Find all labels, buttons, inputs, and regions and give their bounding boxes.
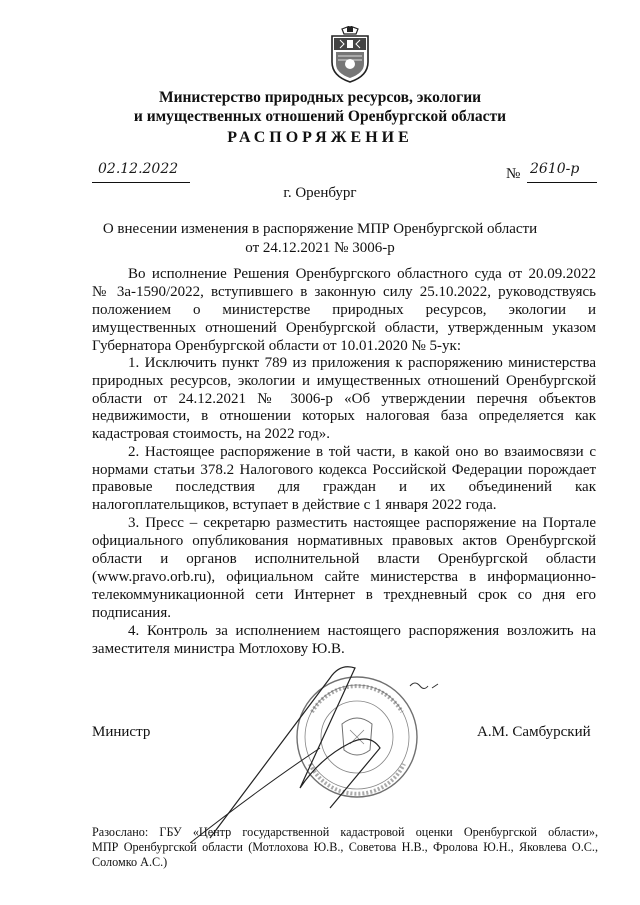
body-line: (www.pravo.orb.ru), официальном сайте министерства в информационно- (92, 569, 596, 585)
body-line: налогоплательщиков, вступает в действие с 1 января 2022 года. (92, 497, 497, 513)
body-line: Во исполнение Решения Оренбургского областного суда от 20.09.2022 (128, 266, 596, 282)
body-line: заместителя министра Мотлохову Ю.В. (92, 641, 345, 657)
number-label: № (506, 166, 521, 182)
body-line: № 3а-1590/2022, вступившего в законную силу 25.10.2022, руководствуясь (92, 284, 596, 300)
body-line: кадастровая стоимость, на 2022 год». (92, 426, 330, 442)
body-line: Губернатора Оренбургской области от 10.01.2020 № 5-ук: (92, 338, 462, 354)
body-line: области и органов исполнительной власти Оренбургской области (92, 551, 596, 567)
distribution-line3: Соломко А.С.) (92, 855, 168, 869)
body-line: правовые последствия для граждан и их объединений как (92, 479, 596, 495)
document-type-title: РАСПОРЯЖЕНИЕ (227, 129, 413, 146)
body-line: 1. Исключить пункт 789 из приложения к распоряжению министерства (128, 355, 596, 371)
body-line: 3. Пресс – секретарю разместить настоящее распоряжение на Портале (128, 515, 596, 531)
body-line: подписания. (92, 605, 171, 621)
signer-name: А.М. Самбурский (477, 724, 591, 740)
document-number: 2610-р (530, 161, 580, 177)
body-line: имущественных отношений Оренбургской области, утвержденным указом (92, 320, 596, 336)
ministry-name-line2: и имущественных отношений Оренбургской области (133, 108, 507, 125)
signer-title: Министр (92, 724, 151, 740)
body-line: 4. Контроль за исполнением настоящего распоряжения возложить на (128, 623, 596, 639)
body-line: природных ресурсов, экологии и имущественных отношений Оренбургской (92, 373, 596, 389)
city: г. Оренбург (283, 185, 357, 201)
body-line: официального опубликования нормативных правовых актов Оренбургской (92, 533, 596, 549)
body-line: области от 24.12.2021 № 3006-р «Об утверждении перечня объектов (92, 391, 596, 407)
coat-of-arms-icon (328, 26, 372, 84)
body-line: 2. Настоящее распоряжение в той части, в какой оно во взаимосвязи с (128, 444, 596, 460)
body-line: телекоммуникационной сети Интернет в трехдневный срок со дня его (92, 587, 596, 603)
distribution-line2: МПР Оренбургской области (Мотлохова Ю.В., Советова Н.В., Фролова Ю.Н., Яковлева О.С., (92, 840, 598, 854)
subject-line2: от 24.12.2021 № 3006-р (245, 240, 395, 256)
body-line: недвижимости, в отношении которых налоговая база определяется как (92, 408, 596, 424)
distribution-line1: Разослано: ГБУ «Центр государственной кадастровой оценки Оренбургской области», (92, 825, 598, 839)
ministry-name-line1: Министерство природных ресурсов, экологии (158, 89, 482, 106)
body-line: нормами статьи 378.2 Налогового кодекса Российской Федерации порождает (92, 462, 596, 478)
document-date: 02.12.2022 (98, 161, 179, 177)
body-line: положением о министерстве природных ресурсов, экологии и (92, 302, 596, 318)
handwritten-signature (180, 638, 480, 848)
subject-line1: О внесении изменения в распоряжение МПР Оренбургской области (102, 221, 538, 237)
